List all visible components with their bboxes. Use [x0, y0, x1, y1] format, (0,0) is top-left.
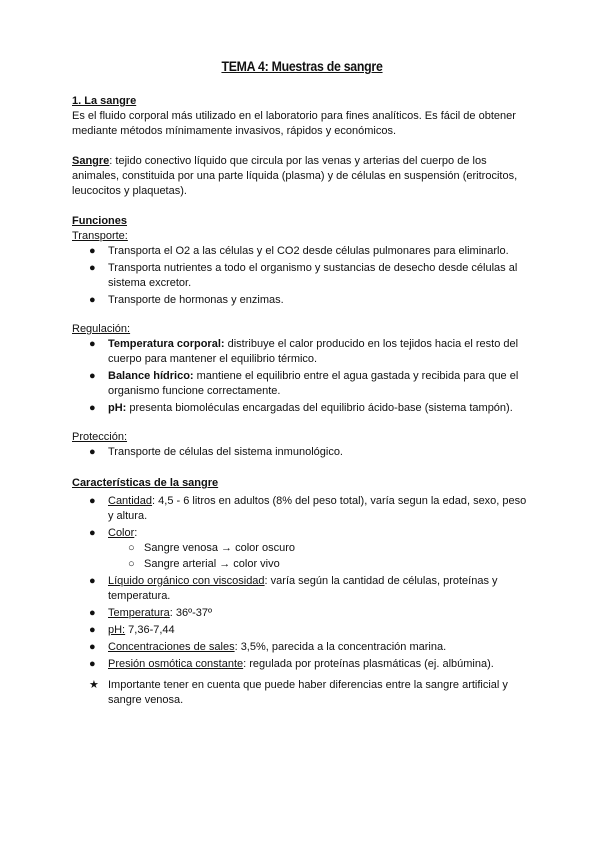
- circle-bullet-icon: ○: [128, 558, 135, 570]
- intro-paragraph: Es el fluido corporal más utilizado en el laboratorio para fines analíticos. Es fácil de obtener mediante métodos mínimamente invasivos, rápidos y económicos.: [72, 110, 516, 137]
- document-page: [72, 58, 532, 710]
- list-regulacion: [72, 337, 532, 416]
- list-item: ● Transporte de hormonas y enzimas.: [89, 294, 284, 306]
- star-icon: ★: [89, 679, 99, 691]
- note-item: ★ Importante tener en cuenta que puede haber diferencias entre la sangre artificial y sangre venosa.: [89, 679, 508, 706]
- section-heading-caracteristicas: Características de la sangre: [72, 477, 219, 489]
- bullet-icon: ●: [89, 641, 96, 653]
- definition-term: Sangre: [72, 155, 110, 167]
- bullet-icon: ●: [89, 338, 96, 350]
- bullet-icon: ●: [89, 402, 96, 414]
- list-transporte: [72, 244, 532, 308]
- bullet-icon: ●: [89, 527, 96, 539]
- list-item: ● Concentraciones de sales: 3,5%, parecida a la concentración marina.: [89, 641, 447, 653]
- list-caracteristicas: [72, 494, 532, 672]
- section-heading-funciones: Funciones: [72, 215, 128, 227]
- bullet-icon: ●: [89, 370, 96, 382]
- circle-bullet-icon: ○: [128, 542, 135, 554]
- list-item: ● Líquido orgánico con viscosidad: varía según la cantidad de células, proteínas y temperatura.: [89, 575, 498, 602]
- bullet-icon: ●: [89, 495, 96, 507]
- list-item: ● pH: presenta biomoléculas encargadas del equilibrio ácido-base (sistema tampón).: [89, 402, 513, 414]
- definition-paragraph: [72, 154, 532, 199]
- list-item: ● Temperatura: 36º-37º: [89, 607, 213, 619]
- list-item: ● Transporta el O2 a las células y el CO2 desde células pulmonares para eliminarlo.: [89, 245, 509, 257]
- list-item: ● Temperatura corporal: distribuye el calor producido en los tejidos hacia el resto del cuerpo para mantener el equilibrio térmico.: [89, 338, 519, 365]
- list-item: ● Cantidad: 4,5 - 6 litros en adultos (8% del peso total), varía segun la edad, sexo, peso y altura.: [89, 495, 527, 522]
- bullet-icon: ●: [89, 245, 96, 257]
- list-item: ● Balance hídrico: mantiene el equilibrio entre el agua gastada y recibida para que el organismo funcione correctamente.: [89, 370, 519, 397]
- list-note: [72, 678, 532, 708]
- list-item: ● Presión osmótica constante: regulada por proteínas plasmáticas (ej. albúmina).: [89, 658, 494, 670]
- subheading-proteccion: Protección:: [72, 431, 128, 443]
- bullet-icon: ●: [89, 607, 96, 619]
- list-color: [72, 541, 532, 572]
- bullet-icon: ●: [89, 294, 96, 306]
- bullet-icon: ●: [89, 575, 96, 587]
- list-item: ● pH: 7,36-7,44: [89, 624, 175, 636]
- section-heading-sangre: 1. La sangre: [72, 95, 137, 107]
- bullet-icon: ●: [89, 262, 96, 274]
- list-item: ● Transporta nutrientes a todo el organismo y sustancias de desecho desde células al sistema excretor.: [89, 262, 518, 289]
- subheading-regulacion: Regulación:: [72, 323, 131, 335]
- definition-text: : tejido conectivo líquido que circula por las venas y arterias del cuerpo de los animales, constituida por una parte líquida (plasma) y de células en suspensión (eritrocitos, leucocitos y plaquetas).: [72, 155, 518, 197]
- bullet-icon: ●: [89, 624, 96, 636]
- list-proteccion: [72, 445, 532, 460]
- list-item: ● Color: ○ Sangre venosa → color oscuro ○ Sangre arterial → color vivo: [72, 526, 532, 572]
- page-title: TEMA 4: Muestras de sangre: [221, 58, 383, 74]
- list-item: ○ Sangre arterial → color vivo: [128, 558, 280, 570]
- bullet-icon: ●: [89, 446, 96, 458]
- list-item: ● Transporte de células del sistema inmunológico.: [89, 446, 343, 458]
- subheading-transporte: Transporte:: [72, 230, 128, 242]
- list-item: ○ Sangre venosa → color oscuro: [128, 542, 296, 554]
- bullet-icon: ●: [89, 658, 96, 670]
